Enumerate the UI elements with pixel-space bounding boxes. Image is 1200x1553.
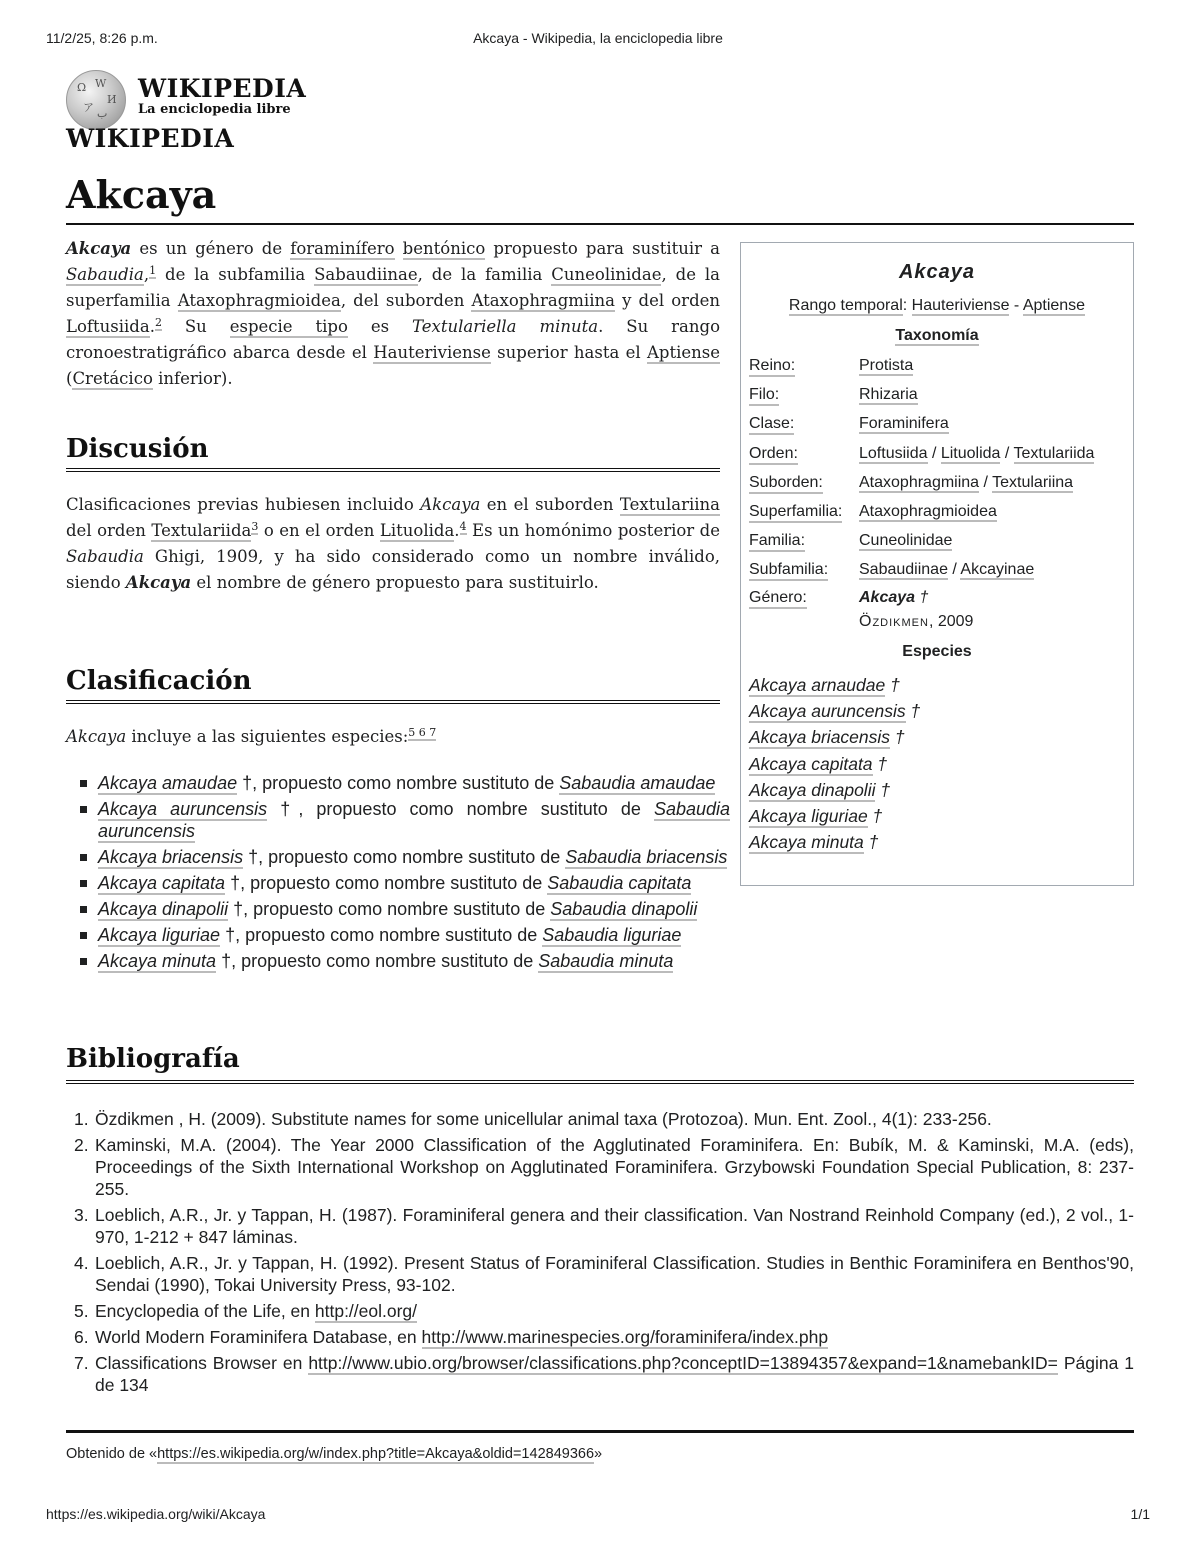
wikipedia-logo[interactable] [66,70,326,153]
taxobox-species-item [749,754,887,775]
text: : [902,297,912,314]
intro-paragraph [66,236,720,392]
taxobox-title: Akcaya [898,261,976,283]
text: superior hasta el [490,343,647,362]
taxonomy-heading [741,327,1133,345]
taxon-link[interactable]: Sabaudiinae [859,561,948,579]
text: ( [66,369,73,388]
link-cuneolinidae[interactable]: Cuneolinidae [551,265,662,284]
text: , del suborden [340,291,472,310]
authority-name: Özdikmen [859,613,929,630]
link-bentonico[interactable]: bentónico [402,239,486,258]
taxobox-species-item [749,675,900,696]
taxon-link[interactable]: Akcayinae [960,561,1035,579]
link-hauteriviense[interactable]: Hauteriviense [373,343,491,362]
text: es [347,317,413,336]
text: †, propuesto como nombre sustituto de [220,925,543,945]
rank-value [859,415,949,433]
text: †, propuesto como nombre sustituto de [216,951,539,971]
rank-value [859,445,1094,463]
text: . [149,317,155,336]
species-list [76,772,730,976]
dagger: † [890,727,905,748]
species-link[interactable]: Akcaya dinapolii [749,779,876,800]
term: Akcaya [420,495,481,514]
species-link[interactable]: Akcaya amaudae [98,773,238,793]
retrieved-from [66,1446,602,1462]
taxon-link[interactable]: Ataxophragmioidea [859,503,997,520]
taxon-link[interactable]: Loftusiida [859,444,928,462]
text: †, propuesto como nombre sustituto de [237,773,560,793]
species-link[interactable]: Akcaya briacensis [98,847,244,867]
reference-number: 1. [74,1109,89,1129]
text: . Su rango cronoestratigráfico abarca desde el [66,317,720,362]
link-aptiense[interactable]: Aptiense [1022,297,1086,314]
reference-text: Kaminski, M.A. (2004). The Year 2000 Classification of the Agglutinated Foraminifera. En: Bubík, M. & Kaminski, M.A. (eds), Proceedings of the Sixth International Workshop on Agglutinated Foraminifera. Grzybowski Foundation Special Publication, 8: 237-255. [95,1135,1134,1199]
rank-label[interactable]: Superfamilia: [749,503,842,523]
species-link[interactable]: Akcaya briacensis [749,727,891,748]
divider [66,1430,1134,1433]
taxobox-species-item [749,806,882,827]
link-rango-temporal[interactable]: Rango temporal [788,297,903,314]
rank-label[interactable]: Familia: [749,532,805,552]
term: Sabaudia [66,547,144,566]
permalink[interactable]: https://es.wikipedia.org/w/index.php?title=Akcaya&oldid=142849366 [157,1446,595,1462]
species-link[interactable]: Akcaya minuta [749,832,864,853]
species-link[interactable]: Akcaya liguriae [98,925,221,945]
rank-value [859,503,997,521]
dagger: † [875,779,891,800]
text: de la subfamilia [156,265,315,284]
list-item [76,950,730,972]
text: Ghigi, 1909, y ha sido considerado como un nombre inválido, siendo [66,547,720,592]
ref-2[interactable]: 2 [154,315,162,329]
separator: / [1000,444,1014,462]
taxobox-species-item [749,832,878,853]
text: el nombre de género propuesto para sustituirlo. [191,573,599,592]
text: Es un homónimo posterior de [466,521,720,540]
taxobox-species-item [749,701,920,722]
dagger: † [863,832,879,853]
heading-discusion: Discusión [66,436,720,472]
wordmark: WIKIPEDIA [138,74,307,103]
reference-link[interactable]: http://eol.org/ [314,1301,418,1321]
species-link[interactable]: Akcaya liguriae [749,806,868,826]
print-date: 11/2/25, 8:26 p.m. [46,30,158,46]
rank-value [859,532,952,550]
range [741,297,1133,315]
reference-item [66,1352,1134,1396]
reference-text: Página 1 de 134 [95,1353,1134,1395]
link-textulariina[interactable]: Textulariina [619,495,720,514]
text: †, propuesto como nombre sustituto de [225,873,548,893]
link-ataxophragmioidea[interactable]: Ataxophragmioidea [177,291,341,310]
dagger: † [905,701,921,722]
synonym-link[interactable]: Sabaudia amaudae [559,773,716,793]
synonym-link[interactable]: Sabaudia auruncensis [98,799,731,841]
text: es un género de [131,239,291,258]
taxobox [740,242,1134,886]
species-link[interactable]: Akcaya auruncensis [98,799,268,819]
text: †, propuesto como nombre sustituto de [228,899,551,919]
link-hauteriviense[interactable]: Hauteriviense [911,297,1010,314]
taxon-link[interactable]: Ataxophragmiina [859,473,980,491]
list-item [76,872,730,894]
reference-text: Encyclopedia of the Life, en [95,1301,315,1321]
link-sabaudia[interactable]: Sabaudia [66,265,144,284]
ref-1[interactable]: 1 [149,263,157,277]
link-textulariida[interactable]: Textulariida [151,521,252,540]
ref-3[interactable]: 3 [251,519,259,533]
reference-link[interactable]: http://www.ubio.org/browser/classifications.php?conceptID=13894357&expand=1&namebankID= [308,1353,1058,1373]
rank-value [859,561,1034,579]
term: Akcaya [66,727,127,746]
text: - [1009,297,1023,314]
reference-number: 6. [74,1327,89,1347]
species-link[interactable]: Akcaya capitata [749,753,873,774]
page-title: Akcaya [66,172,1134,225]
text: » [594,1446,603,1462]
taxon-link[interactable]: Cuneolinidae [859,532,953,550]
heading-clasificacion: Clasificación [66,668,720,704]
refs-5-6-7[interactable]: 5 6 7 [408,725,437,739]
taxobox-species-item [749,780,890,801]
authority-year: , 2009 [928,613,974,630]
clasificacion-lead [66,724,720,750]
separator: / [947,561,961,579]
rank-label[interactable]: Reino: [749,357,795,377]
discusion-paragraph [66,492,720,596]
type-species: Textulariella minuta [412,317,599,336]
text: †, propuesto como nombre sustituto de [267,799,654,819]
text [395,239,403,258]
text: propuesto para sustituir a [485,239,721,258]
link-cretacico[interactable]: Cretácico [72,369,153,388]
taxon-link[interactable]: Foraminifera [859,415,949,433]
reference-text: Özdikmen , H. (2009). Substitute names for some unicellular animal taxa (Protozoa). Mun. Ent. Zool., 4(1): 233-256. [95,1109,992,1129]
species-link[interactable]: Akcaya capitata [98,873,226,893]
link-especie-tipo[interactable]: especie tipo [229,317,348,336]
list-item [76,798,730,842]
text: , [143,265,150,284]
synonym-link[interactable]: Sabaudia dinapolii [550,899,698,919]
reference-text: Loeblich, A.R., Jr. y Tappan, H. (1992). Present Status of Foraminiferal Classification. Studies in Benthic Foraminifera en Benthos'90, Sendai (1990), Tokai University Press, 93-102. [95,1253,1134,1295]
link-lituolida[interactable]: Lituolida [379,521,455,540]
text: inferior). [152,369,233,388]
tagline: La enciclopedia libre [138,102,291,117]
separator: / [927,444,941,462]
synonym-link[interactable]: Sabaudia liguriae [542,925,682,945]
taxon-link[interactable]: Protista [859,357,914,374]
species-link[interactable]: Akcaya auruncensis [749,701,906,722]
authority [859,613,973,631]
rank-value [859,386,918,404]
taxon-link[interactable]: Textulariida [1013,444,1095,462]
rank-label[interactable]: Suborden: [749,474,823,494]
link-ataxophragmiina[interactable]: Ataxophragmiina [471,291,615,310]
text: en el suborden [480,495,620,514]
text: y del orden [614,291,721,310]
reference-number: 3. [74,1205,89,1225]
taxon-link[interactable]: Lituolida [940,444,1001,462]
text: del orden [66,521,152,540]
rank-value [859,474,1073,492]
text: o en el orden [258,521,380,540]
rank-label[interactable]: Filo: [749,386,779,406]
reference-number: 2. [74,1135,89,1155]
print-title: Akcaya - Wikipedia, la enciclopedia libre [473,30,723,46]
species-link[interactable]: Akcaya arnaudae [749,675,886,695]
reference-text: World Modern Foraminifera Database, en [95,1327,422,1347]
reference-number: 7. [74,1353,89,1373]
dagger: † [915,589,929,606]
list-item [76,898,730,920]
puzzle-globe-icon: Ω W И ア ب [66,70,126,130]
reference-item [66,1252,1134,1296]
taxon-link[interactable]: Rhizaria [859,386,918,404]
link-taxonomia[interactable]: Taxonomía [895,327,979,344]
rank-label[interactable]: Orden: [749,445,798,465]
synonym-link[interactable]: Sabaudia capitata [547,873,692,893]
genus-value [859,589,928,607]
species-link[interactable]: Akcaya minuta [98,951,217,971]
bold-term: Akcaya [125,573,192,592]
text: . [454,521,460,540]
synonym-link[interactable]: Sabaudia briacensis [565,847,728,867]
link-loftusiida[interactable]: Loftusiida [66,317,150,336]
dagger: † [885,675,900,695]
list-item [76,846,730,868]
ref-4[interactable]: 4 [459,519,467,533]
text: , de la superfamilia [66,265,720,310]
rank-value [859,357,913,375]
reference-number: 4. [74,1253,89,1273]
reference-item [66,1326,1134,1348]
text: Obtenido de « [66,1446,158,1462]
text: incluye a las siguientes especies: [126,727,409,746]
genus-name: Akcaya [859,589,916,606]
bold-term: Akcaya [66,239,132,258]
link-genero[interactable]: Género: [749,589,807,609]
text: Clasificaciones previas hubiesen incluido [66,495,421,514]
reference-item [66,1108,1134,1130]
reference-item [66,1134,1134,1200]
reference-text: Loeblich, A.R., Jr. y Tappan, H. (1987). Foraminiferal genera and their classification. Van Nostrand Reinhold Company (ed.), 2 vol., 1-970, 1-212 + 847 láminas. [95,1205,1134,1247]
dagger: † [867,806,883,826]
references-list [66,1108,1134,1400]
reference-item [66,1300,1134,1322]
reference-item [66,1204,1134,1248]
link-foraminifero[interactable]: foraminífero [290,239,395,258]
separator: / [979,473,993,491]
text: Su [161,317,230,336]
rank-label[interactable]: Clase: [749,415,794,435]
print-page-number: 1/1 [1130,1506,1150,1522]
taxobox-species-item [749,727,905,748]
reference-text: Classifications Browser en [95,1353,309,1373]
reference-number: 5. [74,1301,89,1321]
species-heading: Especies [902,643,972,660]
print-url: https://es.wikipedia.org/wiki/Akcaya [46,1506,266,1522]
dagger: † [872,753,888,774]
text: , de la familia [417,265,552,284]
link-sabaudiinae[interactable]: Sabaudiinae [314,265,418,284]
list-item [76,924,730,946]
wordmark-secondary: WIKIPEDIA [66,124,235,153]
synonym-link[interactable]: Sabaudia minuta [538,951,674,971]
list-item [76,772,730,794]
taxon-link[interactable]: Textulariina [992,473,1074,491]
reference-link[interactable]: http://www.marinespecies.org/foraminifera/index.php [421,1327,829,1347]
text: †, propuesto como nombre sustituto de [243,847,566,867]
heading-bibliografia: Bibliografía [66,1044,1134,1084]
species-link[interactable]: Akcaya dinapolii [98,899,229,919]
link-aptiense[interactable]: Aptiense [646,343,720,362]
rank-label[interactable]: Subfamilia: [749,561,828,581]
